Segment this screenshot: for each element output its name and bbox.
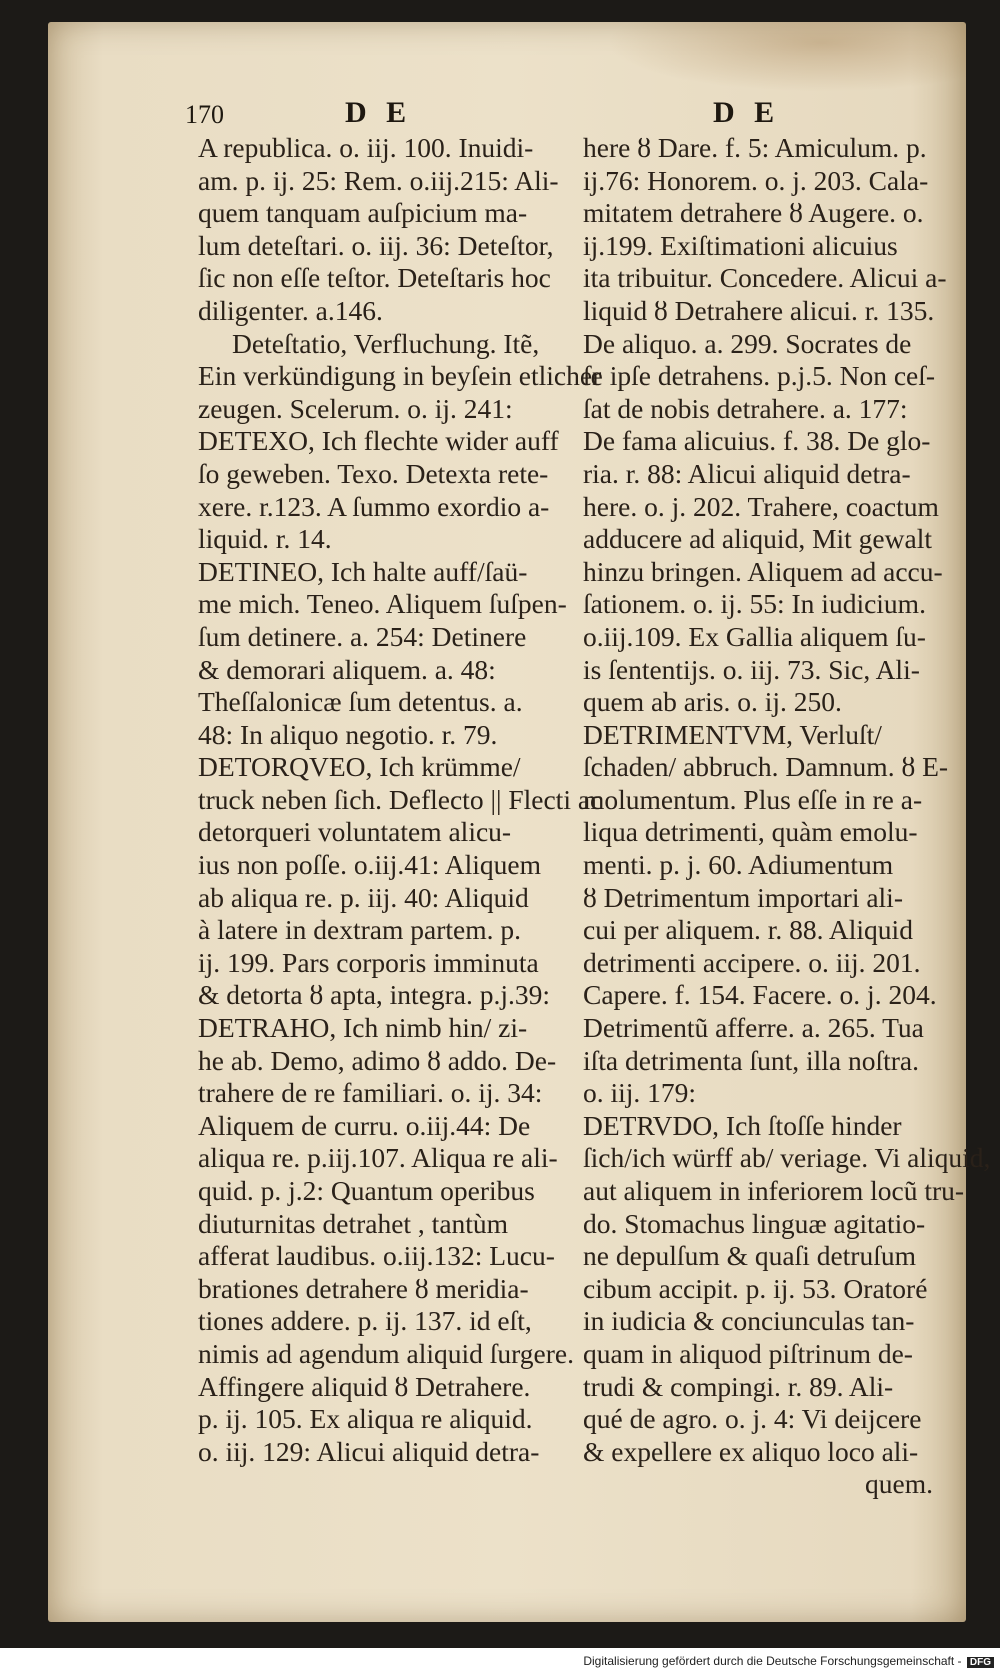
text-line: quem ab aris. o. ij. 250.	[583, 686, 842, 718]
text-line: qué de agro. o. j. 4: Vi deijcere	[583, 1403, 922, 1435]
text-line: menti. p. j. 60. Adiumentum	[583, 849, 894, 881]
text-line: detorqueri voluntatem alicu-	[198, 816, 512, 848]
text-line: o. iij. 129: Alicui aliquid detra-	[198, 1435, 540, 1467]
dfg-logo: DFG	[967, 1657, 994, 1668]
text-line: molumentum. Plus eſſe in re a-	[583, 783, 923, 815]
text-line: cui per aliquem. r. 88. Aliquid	[583, 914, 913, 946]
text-line: am. p. ij. 25: Rem. o.iij.215: Ali-	[198, 164, 559, 196]
text-line: ſo geweben. Texo. Detexta rete-	[198, 457, 549, 489]
text-line: tiones addere. p. ij. 137. id eſt,	[198, 1305, 532, 1337]
text-line: De fama alicuius. f. 38. De glo-	[583, 425, 931, 457]
text-line: o.iij.109. Ex Gallia aliquem ſu-	[583, 620, 926, 652]
running-head-right: D E	[713, 96, 781, 129]
text-line: & expellere ex aliquo loco ali-	[583, 1435, 919, 1467]
text-line: ſic non eſſe teſtor. Deteſtaris hoc	[198, 262, 551, 294]
text-line: 48: In aliquo negotio. r. 79.	[198, 718, 498, 750]
text-line: à latere in dextram partem. p.	[198, 914, 521, 946]
text-line: ita tribuitur. Concedere. Alicui a-	[583, 262, 947, 294]
text-line: & detorta ȣ apta, integra. p.j.39:	[198, 979, 551, 1011]
text-line: quem.	[865, 1468, 933, 1500]
text-line: DETRAHO, Ich nimb hin/ zi-	[198, 1012, 528, 1044]
text-line: ij.76: Honorem. o. j. 203. Cala-	[583, 164, 929, 196]
text-line: aliqua re. p.iij.107. Aliqua re ali-	[198, 1142, 558, 1174]
text-line: in iudicia & conciunculas tan-	[583, 1305, 915, 1337]
text-line: detrimenti accipere. o. iij. 201.	[583, 946, 921, 978]
text-line: quem tanquam auſpicium ma-	[198, 197, 528, 229]
text-line: aut aliquem in inferiorem locũ tru-	[583, 1175, 965, 1206]
text-line: liquid. r. 14.	[198, 523, 332, 555]
text-line: Capere. f. 154. Facere. o. j. 204.	[583, 979, 937, 1011]
text-line: ne depulſum & quaſi detruſum	[583, 1240, 916, 1272]
text-line: adducere ad aliquid, Mit gewalt	[583, 523, 932, 555]
text-line: ab aliqua re. p. iij. 40: Aliquid	[198, 881, 529, 913]
text-line: ij.199. Exiſtimationi alicuius	[583, 229, 898, 261]
footer-credit	[583, 1654, 994, 1668]
text-line: here ȣ Dare. f. 5: Amiculum. p.	[583, 132, 927, 163]
text-line: is ſententijs. o. iij. 73. Sic, Ali-	[583, 653, 920, 685]
text-line: Affingere aliquid ȣ Detrahere.	[198, 1370, 531, 1402]
text-line: & demorari aliquem. a. 48:	[198, 653, 496, 685]
text-line: p. ij. 105. Ex aliqua re aliquid.	[198, 1403, 533, 1435]
text-line: diuturnitas detrahet , tantùm	[198, 1207, 509, 1239]
text-line: quam in aliquod piſtrinum de-	[583, 1337, 913, 1369]
text-line: ȣ Detrimentum importari ali-	[583, 881, 903, 913]
text-line: afferat laudibus. o.iij.132: Lucu-	[198, 1240, 555, 1272]
text-line: zeugen. Scelerum. o. ij. 241:	[198, 392, 513, 424]
text-line: nimis ad agendum aliquid ſurgere.	[198, 1337, 575, 1369]
text-line: diligenter. a.146.	[198, 294, 383, 326]
text-line: Ein verkündigung in beyſein etlicher	[198, 360, 602, 392]
text-line: lum deteſtari. o. iij. 36: Deteſtor,	[198, 229, 554, 261]
text-line: ſe ipſe detrahens. p.j.5. Non ceſ-	[583, 360, 936, 392]
text-line: liqua detrimenti, quàm emolu-	[583, 816, 918, 848]
text-line: DETORQVEO, Ich krümme/	[198, 751, 521, 783]
text-line: Theſſalonicæ ſum detentus. a.	[198, 686, 523, 718]
text-line: iſta detrimenta ſunt, illa noſtra.	[583, 1044, 920, 1076]
text-line: Aliquem de curru. o.iij.44: De	[198, 1109, 531, 1141]
text-line: ſat de nobis detrahere. a. 177:	[583, 392, 908, 424]
text-line: trudi & compingi. r. 89. Ali-	[583, 1370, 894, 1402]
text-line: truck neben ſich. Deflecto || Flecti ac	[198, 783, 603, 815]
right-column-body	[583, 132, 991, 1501]
text-line: here. o. j. 202. Trahere, coactum	[583, 490, 939, 522]
left-column-body	[198, 132, 603, 1468]
text-line: DETEXO, Ich flechte wider auff	[198, 425, 559, 457]
text-line: cibum accipit. p. ij. 53. Oratoré	[583, 1272, 928, 1304]
text-line: xere. r.123. A ſummo exordio a-	[198, 490, 550, 522]
text-line: do. Stomachus linguæ agitatio-	[583, 1207, 926, 1239]
text-line: brationes detrahere ȣ meridia-	[198, 1272, 529, 1304]
text-line: me mich. Teneo. Aliquem ſuſpen-	[198, 588, 567, 620]
text-line: ſationem. o. ij. 55: In iudicium.	[583, 588, 926, 620]
text-line: ria. r. 88: Alicui aliquid detra-	[583, 457, 911, 489]
footer-text: Digitalisierung gefördert durch die Deutsche Forschungsgemeinschaft -	[583, 1654, 962, 1668]
text-line: A republica. o. iij. 100. Inuidi-	[198, 132, 534, 163]
text-line: liquid ȣ Detrahere alicui. r. 135.	[583, 294, 935, 326]
page-number: 170	[185, 100, 224, 129]
text-line: trahere de re familiari. o. ij. 34:	[198, 1077, 543, 1109]
text-line: DETINEO, Ich halte auff/ſaü-	[198, 555, 528, 587]
text-line: Detrimentũ afferre. a. 265. Tua	[583, 1012, 924, 1044]
text-line: ij. 199. Pars corporis imminuta	[198, 946, 539, 978]
text-line: quid. p. j.2: Quantum operibus	[198, 1175, 535, 1206]
text-line: DETRVDO, Ich ſtoſſe hinder	[583, 1109, 902, 1141]
text-line: mitatem detrahere ȣ Augere. o.	[583, 197, 924, 229]
text-line: o. iij. 179:	[583, 1077, 697, 1109]
text-line: De aliquo. a. 299. Socrates de	[583, 327, 912, 359]
text-line: he ab. Demo, adimo ȣ addo. De-	[198, 1044, 557, 1076]
text-line: Deteſtatio, Verfluchung. Itẽ,	[232, 327, 540, 359]
text-line: hinzu bringen. Aliquem ad accu-	[583, 555, 943, 587]
text-line: ſich/ich würff ab/ veriage. Vi aliquid,	[583, 1142, 991, 1174]
text-line: ius non poſſe. o.iij.41: Aliquem	[198, 849, 541, 881]
text-line: ſchaden/ abbruch. Damnum. ȣ E-	[583, 751, 949, 783]
text-line: ſum detinere. a. 254: Detinere	[198, 620, 527, 652]
running-head-left: D E	[345, 96, 413, 129]
text-line: DETRIMENTVM, Verluſt/	[583, 718, 882, 750]
page-stain	[606, 22, 966, 92]
